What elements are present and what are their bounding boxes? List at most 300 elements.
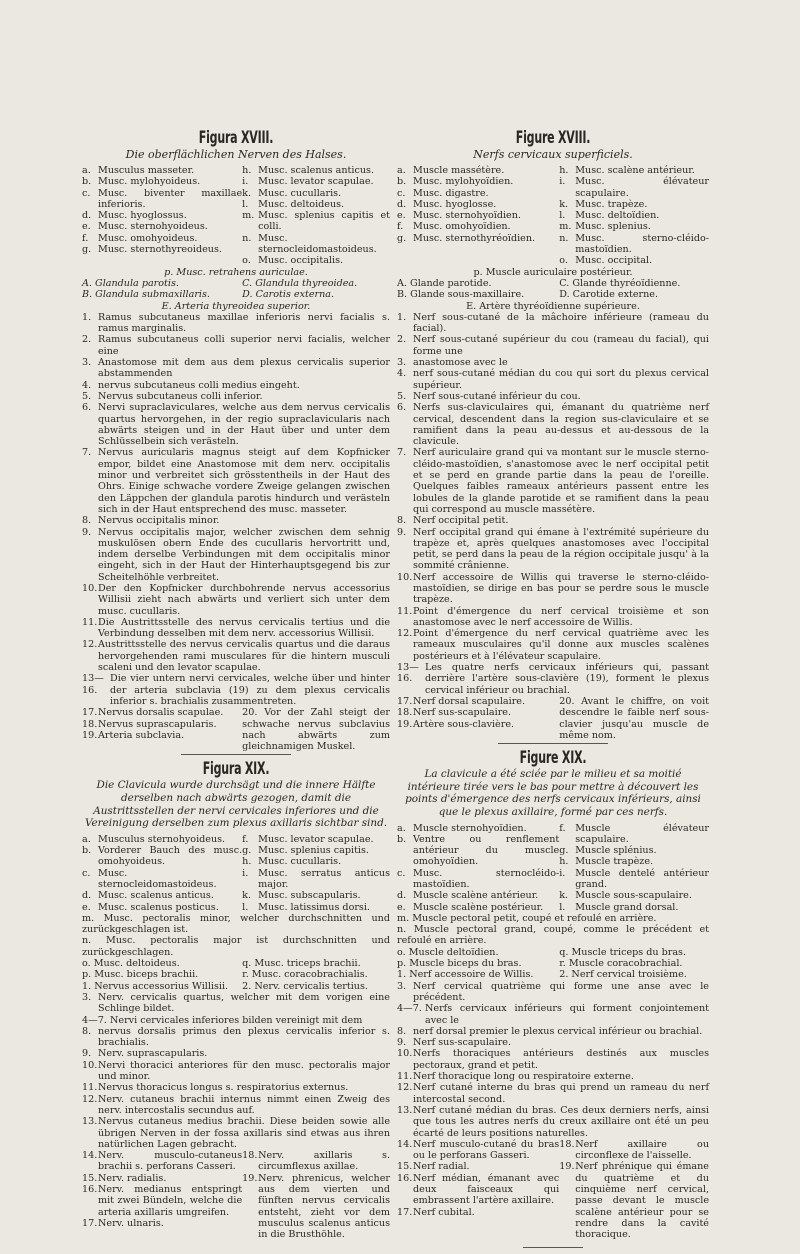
item-key: i. bbox=[559, 867, 566, 879]
legend-entry: 20. Vor der Zahl steigt der schwache nervus subclavius nach abwärts zum gleichnamigen Muskel. bbox=[242, 707, 390, 753]
list-item bbox=[82, 357, 390, 380]
list-item bbox=[82, 639, 390, 673]
list-item bbox=[82, 515, 390, 526]
item-text: Anastomose mit dem aus dem plexus cervicalis superior abstammenden bbox=[98, 357, 390, 380]
legend-entry: p. Musc. biceps brachii. bbox=[82, 969, 199, 981]
list-item bbox=[397, 1071, 709, 1082]
list-item bbox=[397, 1207, 559, 1218]
item-text: Nerf phrénique qui émane du quatrième et du cinquième nerf cervical, passe devant le muscle scalène antérieur pour se rendre dans la cavité thoracique. bbox=[575, 1161, 709, 1241]
item-text: Nerf sus-scapulaire. bbox=[413, 1037, 512, 1049]
item-key: 4—7. bbox=[397, 1003, 422, 1015]
item-key: 11. bbox=[397, 1071, 413, 1083]
item-text: Musc. scalenus posticus. bbox=[98, 901, 219, 913]
item-text: Nerf sous-cutané supérieur du cou (rameau du facial), qui forme une bbox=[413, 334, 709, 357]
numbered-list bbox=[397, 696, 559, 741]
letter-list bbox=[559, 165, 709, 267]
legend-entry: q. Musc. triceps brachii. bbox=[242, 958, 361, 970]
list-item bbox=[82, 1173, 242, 1184]
item-key: 9. bbox=[82, 1048, 92, 1060]
gland-legend bbox=[397, 278, 709, 289]
item-text: Musc. biventer maxillae inferioris. bbox=[98, 187, 243, 210]
item-text: Muscle sternohyoïdien. bbox=[413, 822, 527, 834]
item-key: 10. bbox=[397, 1048, 413, 1060]
list-item bbox=[82, 707, 242, 718]
legend-entry: D. Carotis externa. bbox=[242, 289, 335, 301]
figure-18-subtitle: Die oberflächlichen Nerven des Halses. bbox=[125, 148, 347, 161]
legend-entry: r. Musc. coracobrachialis. bbox=[242, 969, 368, 981]
item-text: Musc. omohyoïdien. bbox=[413, 221, 511, 233]
item-text: Point d'émergence du nerf cervical quatrième avec les rameaux musculaires qu'il donne aux muscles scalènes postérieurs et à l'élévateur scapulaire. bbox=[413, 628, 709, 662]
legend-pair bbox=[397, 958, 709, 969]
item-text: Musc. hyoglossus. bbox=[98, 210, 187, 222]
list-item bbox=[82, 221, 242, 232]
list-item bbox=[397, 834, 559, 868]
list-item bbox=[82, 312, 390, 335]
list-item bbox=[82, 834, 242, 845]
item-key: 16. bbox=[82, 1184, 98, 1196]
item-key: g. bbox=[559, 845, 569, 857]
item-text: anastomose avec le bbox=[413, 357, 508, 369]
item-text: Musc. sternocleidomastoideus. bbox=[258, 232, 377, 256]
item-text: Nerv. musculo-cutaneus brachii s. perforans Casseri. bbox=[98, 1150, 243, 1173]
list-item bbox=[397, 707, 559, 718]
list-item bbox=[82, 244, 242, 255]
list-item bbox=[82, 992, 390, 1015]
legend-entry: A. Glandula parotis. bbox=[82, 277, 179, 289]
letter-list bbox=[242, 834, 390, 913]
list-item bbox=[397, 1139, 559, 1162]
list-item bbox=[397, 515, 709, 526]
legend-entry: 1. Nervus accessorius Willisii. bbox=[82, 980, 229, 992]
list-item bbox=[82, 233, 242, 244]
item-text: Muscle dentelé antérieur grand. bbox=[575, 867, 709, 890]
figure-19-title: Figure XIX. bbox=[519, 748, 587, 769]
item-text: nervus subcutaneus colli medius eingeht. bbox=[98, 379, 300, 391]
item-key: i. bbox=[559, 176, 566, 188]
figure-18-tail bbox=[82, 707, 390, 752]
item-text: Nerf dorsal scapulaire. bbox=[413, 695, 526, 707]
list-item bbox=[397, 1161, 559, 1172]
item-key: d. bbox=[397, 890, 407, 902]
item-text: Nervi supraclaviculares, welche aus dem nervus cervicalis quartus hervorgehen, in der regio supraclavicularis nach abwärts steigen und in der Haut über und unter dem Schlüsselbein sich verästeln. bbox=[98, 402, 390, 448]
item-key: 9. bbox=[82, 526, 92, 538]
item-text: Nerf cutané médian du bras. Ces deux derniers nerfs, ainsi que tous les autres nerfs du creux axillaire ont été un peu écarté de leurs positions naturelles. bbox=[413, 1104, 709, 1139]
list-item bbox=[82, 1218, 242, 1229]
list-item bbox=[559, 1161, 709, 1240]
french-column bbox=[397, 128, 709, 1254]
item-key: 3. bbox=[82, 357, 92, 369]
list-item bbox=[397, 719, 559, 730]
item-text: Nervus suprascapularis. bbox=[98, 718, 217, 730]
item-key: o. bbox=[242, 255, 251, 267]
item-text: Ventre ou renflement antérieur du muscle omohyoïdien. bbox=[413, 833, 560, 868]
item-key: 13. bbox=[397, 1104, 413, 1116]
item-key: b. bbox=[397, 833, 407, 845]
item-text: Der den Kopfnicker durchbohrende nervus accessorius Willisii zieht nach abwärts und verliert sich unter dem musc. cucullaris. bbox=[98, 582, 390, 617]
item-key: k. bbox=[559, 198, 569, 210]
item-text: Musc. mylohyoïdien. bbox=[413, 176, 514, 188]
divider bbox=[181, 754, 291, 755]
item-text: Nervus thoracicus longus s. respiratorius externus. bbox=[98, 1082, 349, 1094]
item-text: Musc. élévateur scapulaire. bbox=[575, 176, 709, 199]
item-text: Austrittsstelle des nervus cervicalis quartus und die daraus hervorgehenden rami musculares für die hintern musculi scaleni und den levator scapulae. bbox=[98, 639, 390, 674]
item-text: Nerf radial. bbox=[413, 1161, 470, 1173]
item-key: 11. bbox=[397, 605, 413, 617]
list-item bbox=[82, 210, 242, 221]
legend-entry: m. Muscle pectoral petit, coupé et refoulé en arrière. bbox=[397, 912, 657, 924]
list-item bbox=[397, 1026, 709, 1037]
figure-18-subtitle: Nerfs cervicaux superficiels. bbox=[473, 148, 633, 161]
item-key: 10. bbox=[82, 582, 98, 594]
item-text: nerf dorsal premier le plexus cervical inférieur ou brachial. bbox=[413, 1025, 703, 1037]
item-text: Muscle massétère. bbox=[413, 165, 505, 176]
letter-list bbox=[82, 165, 242, 267]
figure-18-title: Figura XVIII. bbox=[198, 128, 274, 148]
list-item bbox=[242, 868, 390, 891]
item-text: Musc. occipitalis. bbox=[258, 255, 344, 267]
end-rule bbox=[523, 1247, 583, 1248]
item-text: Musc. splenius capitis. bbox=[258, 845, 369, 857]
list-item bbox=[397, 176, 559, 187]
item-text: Nerf musculo-cutané du bras ou le perforans Gasseri. bbox=[413, 1138, 560, 1162]
item-key: 7. bbox=[397, 447, 407, 459]
item-text: Nerf auriculaire grand qui va montant sur le muscle sterno-cléido-mastoïdien, s'anastomose avec le nerf occipital petit et se perd en grande partie dans la peau de l'oreille. Quelques faibles rameaux antérieurs passent entre les lobules de la glande parotide et se ramifient dans la peau qui correspond au muscle massétère. bbox=[413, 447, 709, 515]
legend-entry: C. Glande thyréoïdienne. bbox=[559, 277, 681, 289]
legend-entry: D. Carotide externe. bbox=[559, 289, 659, 301]
item-key: l. bbox=[559, 210, 566, 222]
item-key: 14. bbox=[82, 1150, 98, 1162]
item-text: Nerf occipital petit. bbox=[413, 515, 509, 527]
list-item bbox=[82, 902, 242, 913]
figure-19-tail bbox=[397, 1139, 709, 1241]
item-text: Arteria subclavia. bbox=[98, 729, 185, 741]
item-key: k. bbox=[242, 187, 252, 199]
item-text: Musc. sterno-cléido-mastoïdien. bbox=[575, 232, 709, 256]
item-text: Nerv. cutaneus brachii internus nimmt einen Zweig des nerv. intercostalis secundus auf. bbox=[98, 1093, 390, 1116]
list-item bbox=[242, 165, 390, 176]
item-key: g. bbox=[242, 845, 252, 857]
item-text: Musc. sternohyoideus. bbox=[98, 221, 208, 233]
list-item bbox=[82, 334, 390, 357]
item-key: 17. bbox=[82, 707, 98, 719]
figure-19-tail bbox=[82, 1150, 390, 1240]
list-item bbox=[82, 868, 242, 891]
item-text: Musc. deltoideus. bbox=[258, 198, 345, 210]
legend-entry: C. Glandula thyreoidea. bbox=[242, 277, 358, 289]
item-key: k. bbox=[559, 890, 569, 902]
item-text: Nervus auricularis magnus steigt auf dem Kopfnicker empor, bildet eine Anastomose mit dem nerv. occipitalis minor und verbreitet sich grösstentheils in der Haut des Ohrs. Einige schwache vordere Zweige gelangen zwischen den Läppchen der glandula parotis hindurch und verästeln sich in der Haut entsprechend des musc. masseter. bbox=[98, 447, 390, 515]
item-key: a. bbox=[82, 165, 91, 176]
list-item bbox=[242, 255, 390, 266]
list-item bbox=[559, 845, 709, 856]
item-key: 19. bbox=[397, 718, 413, 730]
figure-18-title: Figure XVIII. bbox=[515, 128, 591, 148]
item-text: Musc. sternocleidomastoideus. bbox=[98, 867, 217, 890]
numbered-list bbox=[397, 981, 709, 1139]
list-item bbox=[397, 823, 559, 834]
list-item bbox=[397, 334, 709, 357]
item-key: 8. bbox=[397, 1025, 407, 1037]
item-text: Musc. scalenus anticus. bbox=[258, 165, 374, 176]
item-key: 19. bbox=[242, 1172, 258, 1184]
list-item bbox=[82, 447, 390, 515]
letter-list bbox=[397, 165, 559, 267]
list-item bbox=[397, 210, 559, 221]
list-item bbox=[559, 902, 709, 913]
list-item bbox=[242, 1173, 390, 1241]
list-item bbox=[397, 391, 709, 402]
legend-entry: B. Glandula submaxillaris. bbox=[82, 289, 210, 301]
list-item bbox=[397, 402, 709, 447]
item-key: 4—7. bbox=[82, 1014, 107, 1026]
list-item bbox=[242, 210, 390, 233]
item-key: c. bbox=[397, 187, 406, 199]
item-text: Musc. digastre. bbox=[413, 187, 489, 199]
item-text: Musc. occipital. bbox=[575, 255, 653, 267]
list-item bbox=[242, 233, 390, 256]
list-item bbox=[559, 255, 709, 266]
item-key: f. bbox=[242, 833, 249, 845]
legend-entry: m. Musc. pectoralis minor, welcher durchschnitten und zurückgeschlagen ist. bbox=[82, 912, 390, 936]
item-key: n. bbox=[559, 232, 569, 244]
list-item bbox=[242, 188, 390, 199]
german-column bbox=[82, 128, 390, 1241]
legend-entry: n. Muscle pectoral grand, coupé, comme le précédent et refoulé en arrière. bbox=[397, 924, 709, 947]
list-item bbox=[242, 845, 390, 856]
list-item bbox=[82, 1015, 390, 1026]
item-key: c. bbox=[397, 867, 406, 879]
numbered-list bbox=[397, 1139, 559, 1241]
item-text: Les quatre nerfs cervicaux inférieurs qui, passant derrière l'artère sous-clavière (19), forment le plexus cervical inférieur ou brachial. bbox=[425, 662, 709, 696]
legend-entry: B. Glande sous-maxillaire. bbox=[397, 289, 525, 301]
item-key: 7. bbox=[82, 447, 92, 459]
item-text: Nerf cutané interne du bras qui prend un rameau du nerf intercostal second. bbox=[413, 1082, 709, 1105]
item-key: d. bbox=[397, 198, 407, 210]
item-text: Nerv. axillaris s. circumflexus axillae. bbox=[258, 1150, 390, 1173]
divider bbox=[498, 743, 608, 744]
list-item bbox=[559, 823, 709, 846]
list-item bbox=[82, 527, 390, 583]
item-key: 10. bbox=[397, 571, 413, 583]
list-item bbox=[82, 391, 390, 402]
list-item bbox=[82, 617, 390, 640]
item-text: Nervi cervicales inferiores bilden vereinigt mit dem bbox=[110, 1014, 363, 1026]
item-key: a. bbox=[397, 822, 406, 834]
item-text: Musc. sternothyreoideus. bbox=[98, 244, 222, 256]
item-key: 18. bbox=[397, 707, 413, 719]
item-text: Musc. mylohyoideus. bbox=[98, 176, 201, 188]
list-item bbox=[397, 902, 559, 913]
figure-19-letter-legend bbox=[397, 823, 709, 913]
list-item bbox=[559, 1139, 709, 1162]
list-item bbox=[82, 673, 390, 707]
item-text: Nerf thoracique long ou respiratoire externe. bbox=[413, 1071, 634, 1083]
item-key: 15. bbox=[397, 1161, 413, 1173]
legend-entry: p. Musc. retrahens auriculae. bbox=[164, 266, 308, 278]
legend-pair bbox=[82, 958, 390, 969]
list-item bbox=[559, 868, 709, 891]
item-text: Nerf médian, émanant avec deux faisceaux qui embrassent l'artère axillaire. bbox=[413, 1172, 560, 1207]
legend-entry: o. Musc. deltoideus. bbox=[82, 958, 180, 970]
item-text: Nerv. radialis. bbox=[98, 1172, 167, 1184]
item-text: Nerfs thoraciques antérieurs destinés aux muscles pectoraux, grand et petit. bbox=[413, 1048, 709, 1071]
item-key: 2. bbox=[397, 334, 407, 346]
list-item bbox=[82, 845, 242, 868]
legend-entry: p. Muscle biceps du bras. bbox=[397, 958, 522, 970]
item-key: d. bbox=[82, 890, 92, 902]
list-item bbox=[242, 890, 390, 901]
numbered-list bbox=[82, 312, 390, 707]
list-item bbox=[559, 890, 709, 901]
item-text: Nervus occipitalis major, welcher zwischen dem sehnig muskulösen obern Ende des cucullaris hervortritt und, indem derselbe Verbindungen mit dem occipitalis minor eingeht, sich in der Haut der Hinterhauptsgegend bis zur Scheitelhöhle verbreitet. bbox=[98, 526, 390, 583]
item-key: 15. bbox=[82, 1172, 98, 1184]
figure-19-caption: Die Clavicula wurde durchsägt und die innere Hälfte derselben nach abwärts gezogen, damit die Austrittsstellen der nervi cervicales inferiores und die Vereinigung derselben zum plexus axillaris sichtbar sind. bbox=[84, 779, 388, 830]
item-key: 8. bbox=[397, 515, 407, 527]
item-key: 17. bbox=[397, 1206, 413, 1218]
item-key: a. bbox=[397, 165, 406, 176]
list-item bbox=[397, 199, 559, 210]
item-text: Nervi thoracici anteriores für den musc. pectoralis major und minor. bbox=[98, 1059, 390, 1083]
legend-entry: n. Musc. pectoralis major ist durchschnitten und zurückgeschlagen. bbox=[82, 935, 390, 958]
item-key: l. bbox=[559, 901, 566, 913]
list-item bbox=[397, 368, 709, 391]
list-item bbox=[397, 890, 559, 901]
item-key: n. bbox=[242, 232, 252, 244]
list-item bbox=[397, 165, 559, 176]
item-text: Nerfs sus-claviculaires qui, émanant du quatrième nerf cervical, descendent dans la region sus-claviculaire et se ramifient dans la peau au-dessus et au-dessous de la clavicule. bbox=[413, 402, 709, 448]
item-key: i. bbox=[242, 176, 249, 188]
item-text: Nerf cervical quatrième qui forme une anse avec le précédent. bbox=[413, 980, 709, 1003]
legend-entry: o. Muscle deltoïdien. bbox=[397, 946, 499, 958]
item-text: nerf sous-cutané médian du cou qui sort du plexus cervical supérieur. bbox=[413, 368, 709, 391]
item-key: 3. bbox=[397, 980, 407, 992]
item-text: Die vier untern nervi cervicales, welche über und hinter der arteria subclavia (19) zu dem plexus cervicalis inferior s. brachialis zusammentreten. bbox=[110, 673, 390, 707]
list-item bbox=[397, 447, 709, 515]
legend-pair bbox=[397, 947, 709, 958]
item-key: 9. bbox=[397, 526, 407, 538]
item-key: h. bbox=[559, 165, 569, 176]
item-text: Musc. cucullaris. bbox=[258, 856, 342, 868]
item-text: Nerf accessoire de Willis qui traverse le sterno-cléido-mastoïdien, se dirige en bas pour se perdre sous le muscle trapèze. bbox=[413, 571, 709, 606]
figure-18-letter-legend bbox=[82, 165, 390, 267]
item-key: 12. bbox=[397, 628, 413, 640]
item-key: 14. bbox=[397, 1138, 413, 1150]
legend-entry: 20. Avant le chiffre, on voit descendre le faible nerf sous-clavier jusqu'au muscle de même nom. bbox=[559, 695, 709, 741]
item-key: f. bbox=[82, 232, 89, 244]
list-item bbox=[82, 1060, 390, 1083]
item-text: Nervus occipitalis minor. bbox=[98, 515, 220, 527]
figure-18-tail bbox=[397, 696, 709, 741]
item-text: Ramus subcutaneus maxillae inferioris nervi facialis s. ramus marginalis. bbox=[98, 311, 390, 335]
item-key: 3. bbox=[82, 991, 92, 1003]
item-key: b. bbox=[82, 176, 92, 188]
item-text: Nerv. suprascapularis. bbox=[98, 1048, 208, 1060]
item-text: Musc. sternohyoïdien. bbox=[413, 210, 521, 222]
item-key: 1. bbox=[82, 311, 92, 323]
item-key: h. bbox=[242, 165, 252, 176]
list-item bbox=[397, 1037, 709, 1048]
item-text: Muscle splénius. bbox=[575, 845, 657, 857]
numbered-list bbox=[82, 707, 242, 752]
list-item bbox=[82, 402, 390, 447]
legend-entry: E. Artère thyréoïdienne supérieure. bbox=[466, 300, 640, 312]
item-text: Musc. sternocléido-mastoïdien. bbox=[413, 867, 560, 890]
item-key: 12. bbox=[82, 639, 98, 651]
item-key: 17. bbox=[397, 695, 413, 707]
item-text: Musc. trapèze. bbox=[575, 198, 648, 210]
item-key: h. bbox=[242, 856, 252, 868]
item-text: Nerf sous-cutané inférieur du cou. bbox=[413, 390, 581, 402]
item-key: o. bbox=[559, 255, 568, 267]
item-key: 11. bbox=[82, 616, 98, 628]
list-item bbox=[397, 981, 709, 1004]
item-key: 18. bbox=[242, 1150, 258, 1162]
item-key: 18. bbox=[559, 1138, 575, 1150]
item-key: 8. bbox=[82, 1025, 92, 1037]
item-text: Musc. subscapularis. bbox=[258, 890, 361, 902]
letter-list bbox=[397, 823, 559, 913]
item-text: Musc. levator scapulae. bbox=[258, 833, 374, 845]
numbered-list bbox=[559, 1139, 709, 1241]
item-text: Nerf sous-cutané de la mâchoire inférieure (rameau du facial). bbox=[413, 311, 709, 335]
item-text: Musculus masseter. bbox=[98, 165, 195, 176]
item-text: Muscle scalène antérieur. bbox=[413, 890, 539, 902]
item-key: 4. bbox=[397, 368, 407, 380]
item-key: 19. bbox=[559, 1161, 575, 1173]
item-text: Vorderer Bauch des musc. omohyoideus. bbox=[98, 845, 243, 868]
item-text: Die Austrittsstelle des nervus cervicalis tertius und die Verbindung desselben mit dem nerv. accessorius Willisii. bbox=[98, 616, 390, 640]
item-text: Musc. cucullaris. bbox=[258, 187, 342, 199]
item-text: Musculus sternohyoideus. bbox=[98, 833, 226, 845]
item-key: 12. bbox=[397, 1082, 413, 1094]
figure-19-title: Figura XIX. bbox=[202, 759, 270, 780]
item-text: Nerf axillaire ou circonflexe de l'aisselle. bbox=[575, 1138, 709, 1162]
list-item bbox=[397, 628, 709, 662]
numbered-list bbox=[82, 992, 390, 1150]
list-item bbox=[559, 233, 709, 256]
list-item bbox=[397, 662, 709, 696]
item-key: g. bbox=[397, 232, 407, 244]
item-key: l. bbox=[242, 198, 249, 210]
numbered-list bbox=[82, 1150, 242, 1240]
item-text: Musc. deltoïdien. bbox=[575, 210, 660, 222]
legend-pair bbox=[82, 969, 390, 980]
figure-19-letter-legend bbox=[82, 834, 390, 913]
legend-entry: E. Arteria thyreoidea superior. bbox=[161, 300, 311, 312]
item-key: b. bbox=[82, 845, 92, 857]
list-item bbox=[397, 1048, 709, 1071]
item-text: Nerv. ulnaris. bbox=[98, 1217, 164, 1229]
item-key: h. bbox=[559, 856, 569, 868]
item-key: 16. bbox=[397, 1172, 413, 1184]
legend-entry: q. Muscle triceps du bras. bbox=[559, 946, 687, 958]
item-text: Musc. levator scapulae. bbox=[258, 176, 374, 188]
list-item bbox=[559, 176, 709, 199]
item-text: Nervus cutaneus medius brachii. Diese beiden sowie alle übrigen Nerven in der fossa axillaris sind etwas aus ihren natürlichen Lagen gebracht. bbox=[98, 1116, 390, 1150]
item-key: e. bbox=[82, 901, 91, 913]
list-item bbox=[82, 583, 390, 617]
item-key: e. bbox=[397, 210, 406, 222]
item-key: a. bbox=[82, 833, 91, 845]
item-text: Musc. serratus anticus major. bbox=[258, 867, 390, 890]
list-item bbox=[82, 1150, 242, 1173]
item-text: Musc. latissimus dorsi. bbox=[258, 901, 370, 913]
item-key: 1. bbox=[397, 311, 407, 323]
item-key: 9. bbox=[397, 1037, 407, 1049]
item-text: Nerfs cervicaux inférieurs qui forment conjointement avec le bbox=[425, 1003, 709, 1026]
list-item bbox=[82, 1048, 390, 1059]
item-text: Ramus subcutaneus colli superior nervi facialis, welcher eine bbox=[98, 334, 390, 357]
